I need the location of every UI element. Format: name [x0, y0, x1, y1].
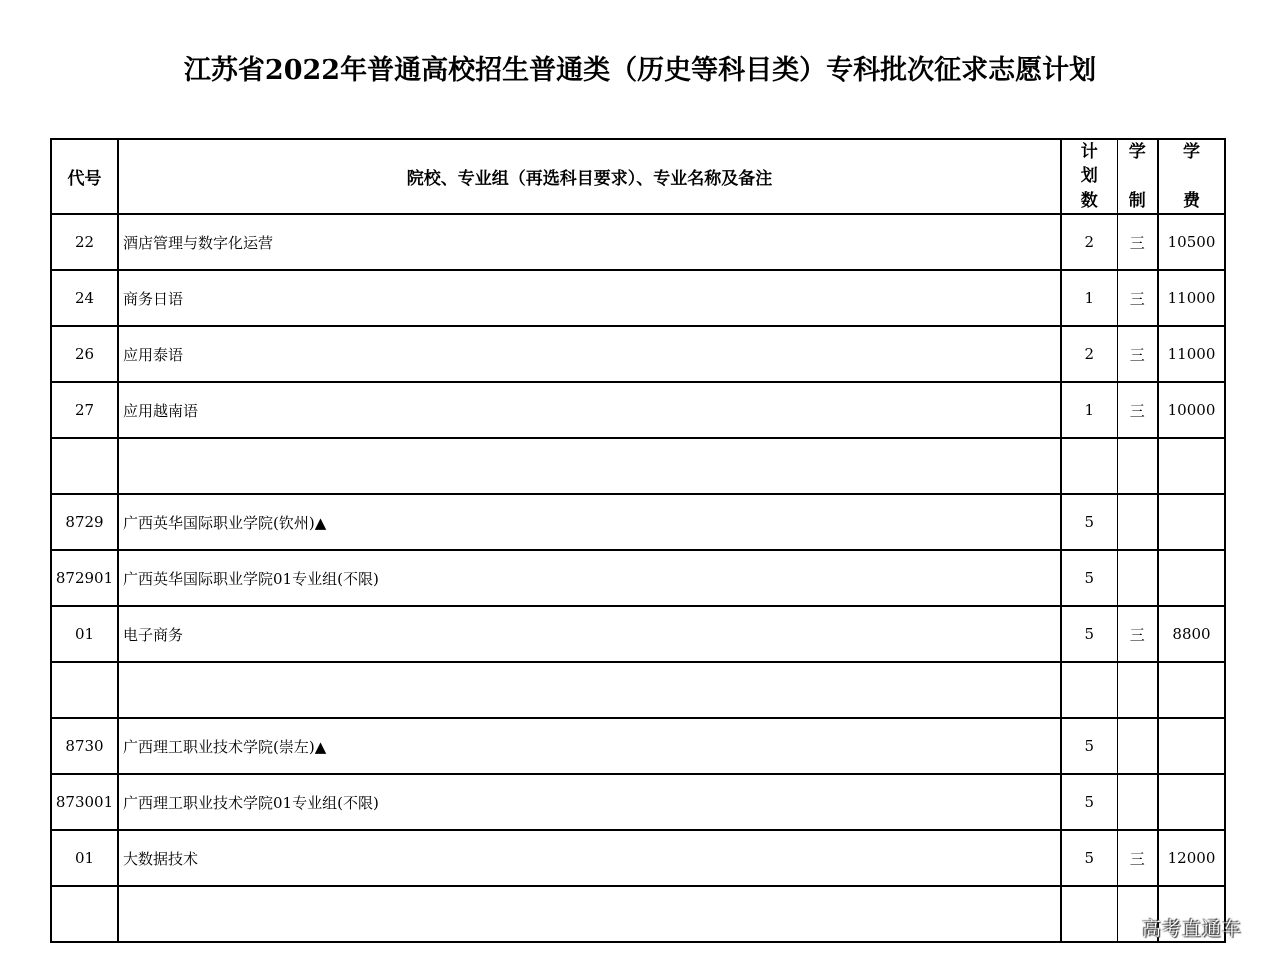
cell-years — [1117, 662, 1158, 718]
cell-code: 01 — [51, 606, 118, 662]
cell-name: 应用泰语 — [118, 326, 1061, 382]
cell-fee — [1158, 718, 1225, 774]
cell-plan: 5 — [1061, 774, 1117, 830]
cell-years: 三 — [1117, 326, 1158, 382]
cell-years: 三 — [1117, 830, 1158, 886]
header-years — [1117, 139, 1158, 214]
cell-plan: 5 — [1061, 718, 1117, 774]
cell-code: 8729 — [51, 494, 118, 550]
cell-fee: 10000 — [1158, 382, 1225, 438]
cell-name: 广西理工职业技术学院(崇左)▲ — [118, 718, 1061, 774]
header-plan — [1061, 139, 1117, 214]
cell-plan — [1061, 438, 1117, 494]
cell-name: 广西理工职业技术学院01专业组(不限) — [118, 774, 1061, 830]
cell-fee — [1158, 438, 1225, 494]
cell-plan: 5 — [1061, 830, 1117, 886]
cell-fee: 12000 — [1158, 830, 1225, 886]
table-row — [51, 606, 1225, 662]
cell-fee — [1158, 774, 1225, 830]
header-plan-char: 数 — [1080, 190, 1098, 211]
admission-plan-table — [50, 138, 1226, 943]
cell-plan: 2 — [1061, 326, 1117, 382]
cell-fee — [1158, 494, 1225, 550]
cell-code: 22 — [51, 214, 118, 270]
cell-years — [1117, 438, 1158, 494]
cell-name: 广西英华国际职业学院(钦州)▲ — [118, 494, 1061, 550]
cell-code: 01 — [51, 830, 118, 886]
table-row — [51, 830, 1225, 886]
header-years-char: 学 — [1128, 141, 1146, 162]
cell-name — [118, 662, 1061, 718]
cell-years: 三 — [1117, 606, 1158, 662]
cell-fee: 8800 — [1158, 606, 1225, 662]
cell-plan — [1061, 886, 1117, 942]
cell-name — [118, 438, 1061, 494]
table-row — [51, 382, 1225, 438]
header-fee — [1158, 139, 1225, 214]
cell-fee — [1158, 662, 1225, 718]
cell-code: 8730 — [51, 718, 118, 774]
cell-code — [51, 438, 118, 494]
cell-years — [1117, 718, 1158, 774]
cell-years: 三 — [1117, 214, 1158, 270]
table-header-row — [51, 139, 1225, 214]
cell-name: 商务日语 — [118, 270, 1061, 326]
cell-plan — [1061, 662, 1117, 718]
header-plan-char: 计 — [1080, 141, 1098, 162]
cell-code: 872901 — [51, 550, 118, 606]
cell-code: 27 — [51, 382, 118, 438]
table-row — [51, 494, 1225, 550]
table-row — [51, 886, 1225, 942]
cell-name: 电子商务 — [118, 606, 1061, 662]
cell-code: 24 — [51, 270, 118, 326]
cell-code — [51, 662, 118, 718]
table-row — [51, 718, 1225, 774]
table-row — [51, 662, 1225, 718]
cell-plan: 5 — [1061, 550, 1117, 606]
cell-plan: 5 — [1061, 494, 1117, 550]
header-name: 院校、专业组（再选科目要求）、专业名称及备注 — [118, 139, 1061, 214]
cell-plan: 5 — [1061, 606, 1117, 662]
cell-plan: 2 — [1061, 214, 1117, 270]
table-row — [51, 774, 1225, 830]
cell-fee: 11000 — [1158, 270, 1225, 326]
table-row — [51, 550, 1225, 606]
cell-years — [1117, 550, 1158, 606]
table-row — [51, 270, 1225, 326]
cell-plan: 1 — [1061, 270, 1117, 326]
header-years-char: 制 — [1128, 190, 1146, 211]
cell-years: 三 — [1117, 382, 1158, 438]
cell-years — [1117, 494, 1158, 550]
header-fee-char: 费 — [1183, 190, 1200, 211]
cell-years — [1117, 774, 1158, 830]
cell-years: 三 — [1117, 270, 1158, 326]
cell-name: 大数据技术 — [118, 830, 1061, 886]
cell-fee — [1158, 550, 1225, 606]
cell-fee: 10500 — [1158, 214, 1225, 270]
header-plan-char: 划 — [1080, 166, 1098, 186]
cell-name: 广西英华国际职业学院01专业组(不限) — [118, 550, 1061, 606]
watermark: 高考直通车 — [1142, 918, 1243, 940]
cell-name — [118, 886, 1061, 942]
cell-name: 酒店管理与数字化运营 — [118, 214, 1061, 270]
cell-code — [51, 886, 118, 942]
cell-code: 26 — [51, 326, 118, 382]
cell-code: 873001 — [51, 774, 118, 830]
header-code: 代号 — [51, 139, 118, 214]
table-body — [51, 214, 1225, 942]
cell-plan: 1 — [1061, 382, 1117, 438]
header-fee-char: 学 — [1183, 141, 1200, 162]
cell-name: 应用越南语 — [118, 382, 1061, 438]
page-title: 江苏省2022年普通高校招生普通类（历史等科目类）专科批次征求志愿计划 — [183, 55, 1097, 86]
table-row — [51, 326, 1225, 382]
table-row — [51, 214, 1225, 270]
table-row — [51, 438, 1225, 494]
cell-fee: 11000 — [1158, 326, 1225, 382]
